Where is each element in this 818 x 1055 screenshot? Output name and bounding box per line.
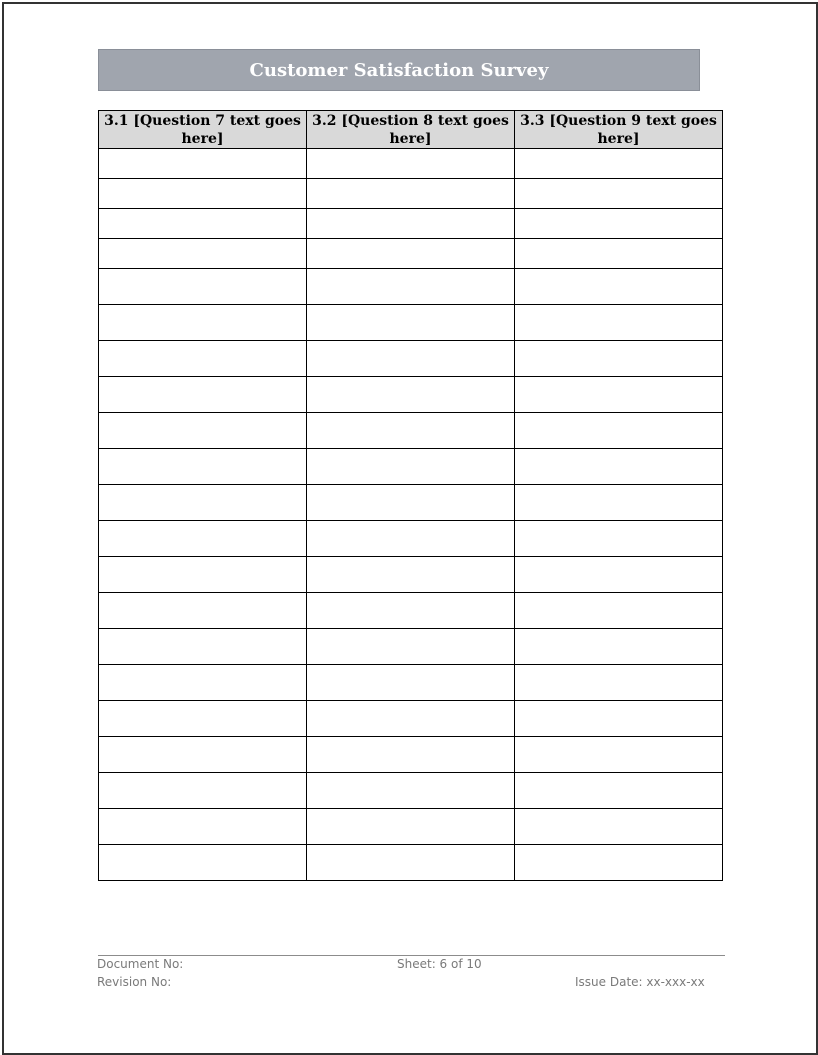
table-row [99, 179, 723, 209]
answer-cell[interactable] [307, 485, 515, 521]
survey-table-body [99, 149, 723, 881]
answer-cell[interactable] [99, 701, 307, 737]
answer-cell[interactable] [515, 773, 723, 809]
answer-cell[interactable] [307, 593, 515, 629]
answer-cell[interactable] [99, 179, 307, 209]
answer-cell[interactable] [307, 557, 515, 593]
answer-cell[interactable] [515, 449, 723, 485]
question-9-header: 3.3 [Question 9 text goes here] [515, 111, 723, 149]
table-row [99, 341, 723, 377]
answer-cell[interactable] [515, 809, 723, 845]
answer-cell[interactable] [515, 377, 723, 413]
answer-cell[interactable] [515, 593, 723, 629]
answer-cell[interactable] [515, 701, 723, 737]
answer-cell[interactable] [307, 341, 515, 377]
answer-cell[interactable] [515, 665, 723, 701]
answer-cell[interactable] [515, 737, 723, 773]
survey-title-bar [98, 49, 700, 91]
table-row [99, 845, 723, 881]
table-row [99, 305, 723, 341]
answer-cell[interactable] [99, 485, 307, 521]
answer-cell[interactable] [99, 737, 307, 773]
table-row [99, 209, 723, 239]
answer-cell[interactable] [515, 149, 723, 179]
sheet-number: Sheet: 6 of 10 [397, 957, 482, 971]
answer-cell[interactable] [307, 629, 515, 665]
answer-cell[interactable] [99, 149, 307, 179]
answer-cell[interactable] [515, 629, 723, 665]
answer-cell[interactable] [515, 179, 723, 209]
answer-cell[interactable] [307, 377, 515, 413]
answer-cell[interactable] [99, 305, 307, 341]
answer-cell[interactable] [515, 557, 723, 593]
answer-cell[interactable] [515, 305, 723, 341]
survey-title: Customer Satisfaction Survey [249, 59, 549, 81]
revision-no-label: Revision No: [97, 975, 172, 989]
table-row [99, 665, 723, 701]
answer-cell[interactable] [307, 209, 515, 239]
answer-cell[interactable] [99, 521, 307, 557]
answer-cell[interactable] [99, 665, 307, 701]
table-header-row [99, 111, 723, 149]
answer-cell[interactable] [307, 701, 515, 737]
answer-cell[interactable] [99, 209, 307, 239]
answer-cell[interactable] [99, 809, 307, 845]
question-8-header: 3.2 [Question 8 text goes here] [307, 111, 515, 149]
answer-cell[interactable] [307, 149, 515, 179]
answer-cell[interactable] [99, 845, 307, 881]
answer-cell[interactable] [99, 377, 307, 413]
answer-cell[interactable] [515, 845, 723, 881]
footer-divider [98, 955, 725, 956]
answer-cell[interactable] [515, 269, 723, 305]
answer-cell[interactable] [515, 341, 723, 377]
answer-cell[interactable] [307, 449, 515, 485]
answer-cell[interactable] [307, 179, 515, 209]
answer-cell[interactable] [307, 773, 515, 809]
table-row [99, 593, 723, 629]
table-row [99, 737, 723, 773]
answer-cell[interactable] [515, 521, 723, 557]
answer-cell[interactable] [307, 809, 515, 845]
answer-cell[interactable] [307, 269, 515, 305]
table-row [99, 377, 723, 413]
table-row [99, 149, 723, 179]
table-row [99, 521, 723, 557]
survey-table [98, 110, 723, 881]
answer-cell[interactable] [307, 845, 515, 881]
answer-cell[interactable] [99, 593, 307, 629]
answer-cell[interactable] [515, 485, 723, 521]
answer-cell[interactable] [99, 557, 307, 593]
answer-cell[interactable] [307, 239, 515, 269]
answer-cell[interactable] [99, 629, 307, 665]
table-row [99, 449, 723, 485]
answer-cell[interactable] [307, 737, 515, 773]
table-row [99, 701, 723, 737]
answer-cell[interactable] [515, 209, 723, 239]
answer-cell[interactable] [307, 413, 515, 449]
answer-cell[interactable] [99, 269, 307, 305]
answer-cell[interactable] [99, 239, 307, 269]
answer-cell[interactable] [99, 449, 307, 485]
table-row [99, 239, 723, 269]
table-row [99, 809, 723, 845]
document-no-label: Document No: [97, 957, 184, 971]
table-row [99, 413, 723, 449]
answer-cell[interactable] [515, 413, 723, 449]
answer-cell[interactable] [99, 413, 307, 449]
answer-cell[interactable] [515, 239, 723, 269]
question-7-header: 3.1 [Question 7 text goes here] [99, 111, 307, 149]
table-row [99, 557, 723, 593]
table-row [99, 485, 723, 521]
table-row [99, 269, 723, 305]
table-row [99, 773, 723, 809]
document-page [2, 2, 818, 1055]
table-row [99, 629, 723, 665]
answer-cell[interactable] [307, 305, 515, 341]
answer-cell[interactable] [307, 521, 515, 557]
issue-date: Issue Date: xx-xxx-xx [575, 975, 705, 989]
answer-cell[interactable] [307, 665, 515, 701]
answer-cell[interactable] [99, 773, 307, 809]
answer-cell[interactable] [99, 341, 307, 377]
